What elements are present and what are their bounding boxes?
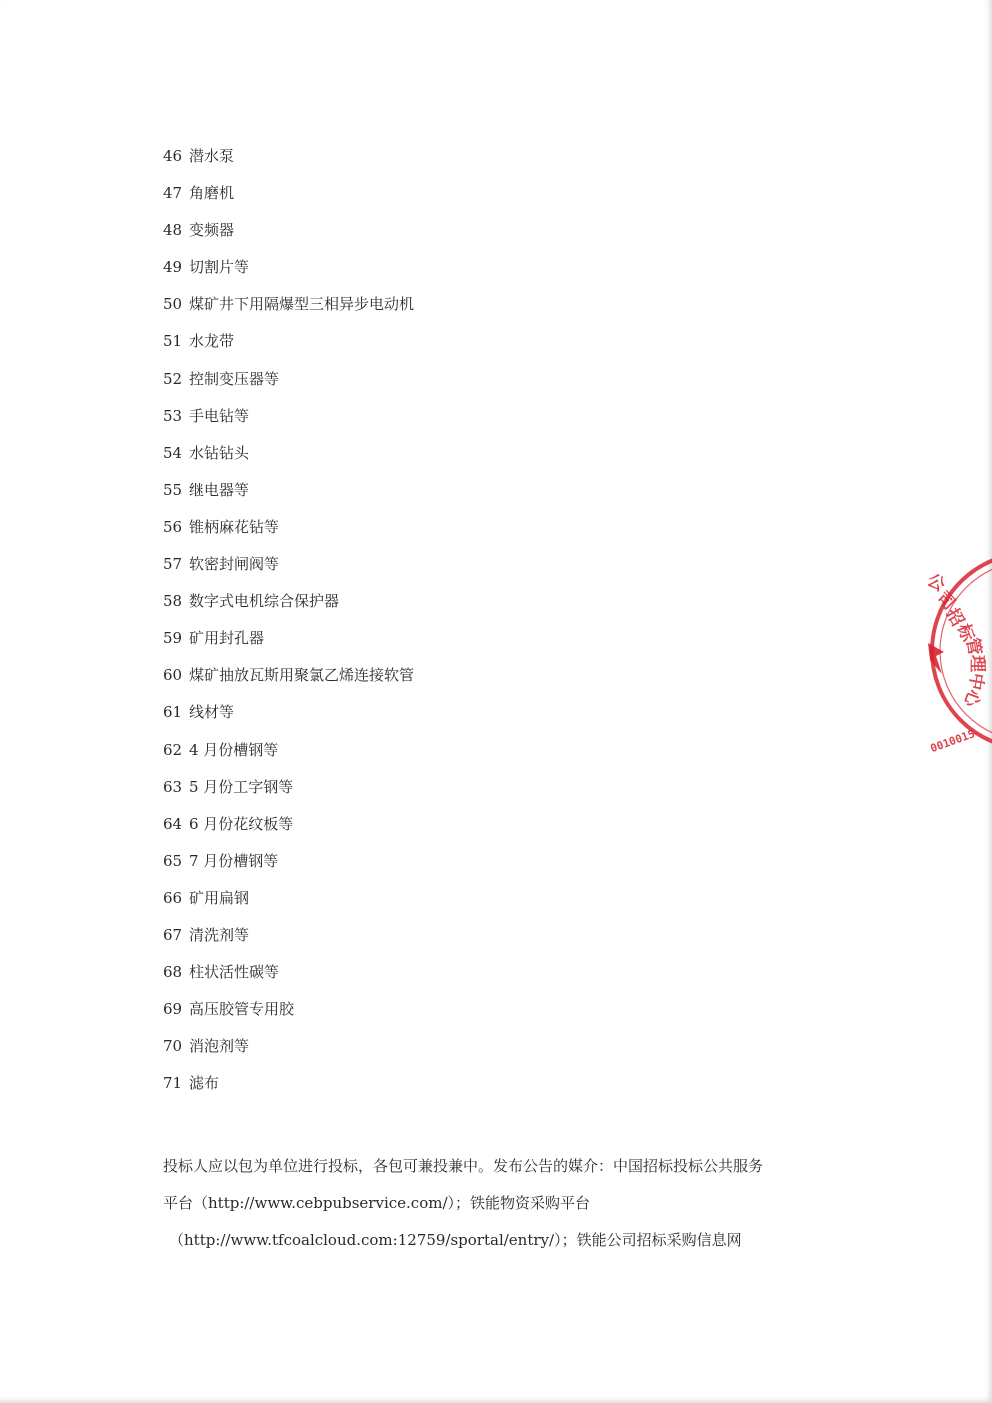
list-item	[163, 921, 414, 958]
list-item	[163, 513, 414, 550]
item-number: 53	[163, 406, 183, 425]
svg-text:心: 心	[959, 686, 984, 710]
svg-text:公: 公	[923, 570, 949, 597]
seal-icon	[922, 548, 992, 758]
list-item	[163, 1069, 414, 1106]
svg-text:司: 司	[932, 587, 959, 615]
list-item	[163, 661, 414, 698]
item-number: 50	[163, 295, 183, 314]
item-name: 4 月份槽钢等	[189, 740, 279, 759]
item-name: 潜水泵	[189, 147, 235, 165]
item-number: 55	[163, 480, 183, 499]
list-item	[163, 736, 414, 773]
item-name: 手电钻等	[189, 406, 250, 425]
item-name: 数字式电机综合保护器	[189, 592, 340, 611]
list-item	[163, 587, 414, 624]
item-number: 49	[163, 258, 183, 277]
list-item	[163, 698, 414, 735]
item-number: 57	[163, 555, 183, 574]
notice-paragraph	[163, 1148, 843, 1259]
item-number: 47	[163, 184, 183, 203]
svg-text:招: 招	[941, 605, 968, 630]
item-number: 63	[163, 777, 183, 796]
item-name: 变频器	[189, 221, 235, 240]
item-name: 矿用扁钢	[189, 888, 250, 907]
notice-line-2: 平台（http://www.cebpubservice.com/）；铁能物资采购平台	[163, 1194, 591, 1212]
item-number: 69	[163, 1000, 183, 1019]
list-item	[163, 365, 414, 402]
list-item	[163, 253, 414, 290]
list-item	[163, 327, 414, 364]
item-number: 46	[163, 147, 183, 165]
svg-text:中: 中	[964, 671, 988, 692]
item-name: 消泡剂等	[189, 1037, 250, 1056]
item-number: 61	[163, 703, 183, 722]
item-number: 70	[163, 1037, 183, 1056]
item-number: 60	[163, 666, 183, 685]
item-number: 51	[163, 332, 183, 351]
item-number: 66	[163, 888, 183, 907]
item-name: 7 月份槽钢等	[189, 851, 279, 870]
item-number: 71	[163, 1074, 183, 1093]
list-item	[163, 142, 414, 179]
item-name: 6 月份花纹板等	[189, 814, 294, 833]
list-item	[163, 810, 414, 847]
item-name: 矿用封孔器	[189, 629, 265, 648]
list-item	[163, 402, 414, 439]
item-number: 58	[163, 592, 183, 611]
svg-text:管: 管	[961, 636, 985, 657]
list-item	[163, 773, 414, 810]
item-name: 继电器等	[189, 480, 250, 499]
list-item	[163, 1032, 414, 1069]
notice-line-3: （http://www.tfcoalcloud.com:12759/sportal/entry/）；铁能公司招标采购信息网	[169, 1231, 742, 1249]
list-item	[163, 179, 414, 216]
item-name: 控制变压器等	[189, 369, 280, 388]
item-name: 水龙带	[189, 332, 235, 351]
item-number: 59	[163, 629, 183, 648]
notice-line-1: 投标人应以包为单位进行投标，各包可兼投兼中。发布公告的媒介：中国招标投标公共服务	[163, 1157, 764, 1175]
item-number: 48	[163, 221, 183, 240]
item-name: 软密封闸阀等	[189, 555, 280, 574]
list-item	[163, 958, 414, 995]
item-number: 64	[163, 814, 183, 833]
item-name: 线材等	[189, 703, 235, 722]
item-name: 滤布	[189, 1074, 220, 1093]
svg-text:理: 理	[967, 655, 987, 672]
item-number: 52	[163, 369, 183, 388]
list-item	[163, 290, 414, 327]
list-item	[163, 847, 414, 884]
item-number: 54	[163, 443, 183, 462]
item-name: 煤矿井下用隔爆型三相异步电动机	[189, 295, 415, 314]
list-item	[163, 550, 414, 587]
item-name: 清洗剂等	[189, 925, 250, 944]
item-number: 68	[163, 963, 183, 982]
item-name: 水钻钻头	[189, 443, 250, 462]
svg-text:0010015: 0010015	[928, 727, 977, 756]
list-item	[163, 439, 414, 476]
list-item	[163, 216, 414, 253]
item-number: 56	[163, 517, 183, 536]
item-number: 62	[163, 740, 183, 759]
list-item	[163, 884, 414, 921]
svg-text:标: 标	[952, 621, 978, 645]
item-name: 5 月份工字钢等	[189, 777, 294, 796]
item-number: 67	[163, 925, 183, 944]
item-name: 锥柄麻花钻等	[189, 517, 280, 536]
item-name: 切割片等	[189, 258, 250, 277]
list-item	[163, 624, 414, 661]
company-seal	[922, 548, 992, 758]
item-name: 柱状活性碳等	[189, 963, 280, 982]
list-item	[163, 476, 414, 513]
item-number: 65	[163, 851, 183, 870]
item-name: 煤矿抽放瓦斯用聚氯乙烯连接软管	[189, 666, 415, 685]
item-name: 高压胶管专用胶	[189, 1000, 295, 1019]
list-item	[163, 995, 414, 1032]
item-list	[163, 142, 414, 1106]
item-name: 角磨机	[189, 184, 235, 203]
